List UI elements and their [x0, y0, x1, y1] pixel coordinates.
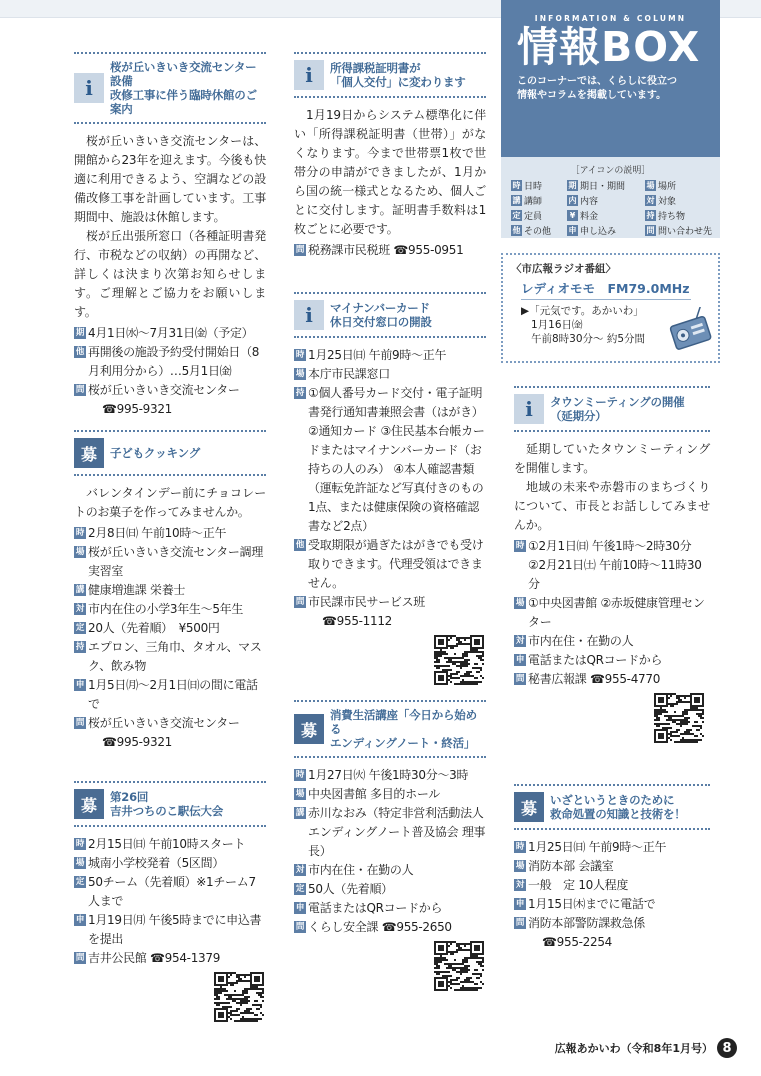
detail-icon: 期 [75, 328, 85, 338]
info-box-desc-line2: 情報やコラムを掲載しています。 [517, 90, 667, 101]
detail-text [88, 619, 266, 638]
article-mynumber-holiday [294, 292, 486, 685]
recruit-badge-icon: 募 [74, 789, 104, 819]
detail-value: くらし安全課 ☎955-2650 [308, 920, 452, 934]
qr-code-icon[interactable] [434, 941, 484, 991]
detail-icon: 定 [295, 884, 305, 894]
detail-text [528, 876, 710, 895]
detail-text [528, 651, 710, 670]
legend-item [511, 179, 567, 192]
detail-text [88, 676, 266, 714]
article-title [110, 790, 223, 818]
detail-value: 中央図書館 多目的ホール [308, 787, 440, 801]
detail-value: 桜が丘いきいき交流センター [88, 716, 240, 730]
detail-icon: 場 [295, 789, 305, 799]
article-title [110, 60, 266, 116]
detail-text [308, 918, 486, 937]
legend-label: 期日・期間 [580, 182, 626, 192]
article-title-line: 吉井つちのこ駅伝大会 [110, 804, 223, 818]
article-first-aid [514, 784, 710, 952]
detail-value: 電話またはQRコードから [528, 653, 663, 667]
article-details [294, 766, 486, 937]
detail-row [514, 651, 710, 670]
article-body [294, 766, 486, 991]
article-town-meeting [514, 386, 710, 743]
detail-value: 2月15日㈰ 午前10時スタート [88, 837, 246, 851]
legend-item [511, 224, 567, 237]
radio-program-name: ▶「元気です。あかいわ」 [521, 305, 644, 317]
article-title-line: 救命処置の知識と技術を！ [550, 807, 686, 821]
article-body [294, 106, 486, 260]
detail-row [294, 918, 486, 937]
article-paragraph: 地域の未来や赤磐市のまちづくりについて、市長とお話ししてみませんか。 [514, 480, 710, 532]
detail-text [88, 911, 266, 949]
legend-item [645, 209, 705, 222]
detail-row [294, 384, 486, 536]
radio-date: 1月16日㈮ [531, 319, 583, 331]
radio-underline [521, 299, 691, 300]
detail-value: 消防本部警防課救急係 [528, 916, 646, 930]
detail-value: 一般 定 10人程度 [528, 878, 629, 892]
article-details [74, 324, 266, 419]
info-icon: i [294, 60, 324, 90]
radio-station: レディオモモ FM79.0MHz [521, 281, 690, 296]
detail-row [294, 785, 486, 804]
detail-value: 秘書広報課 ☎955-4770 [528, 672, 661, 686]
detail-row [74, 543, 266, 581]
detail-icon: 申 [515, 655, 525, 665]
detail-row [74, 619, 266, 638]
article-body [74, 132, 266, 419]
legend-label: 問い合わせ先 [658, 227, 713, 237]
detail-icon: 対 [75, 604, 85, 614]
article-details [74, 835, 266, 968]
detail-value: 市内在住・在勤の人 [528, 634, 634, 648]
detail-icon: 講 [75, 585, 85, 595]
legend-icon: 定 [512, 210, 521, 220]
detail-value: 1月15日㈭までに電話で [528, 897, 656, 911]
detail-row [294, 593, 486, 631]
detail-row [294, 880, 486, 899]
detail-text [88, 873, 266, 911]
article-header [74, 52, 266, 124]
detail-value: 1月27日㈫ 午後1時30分～3時 [308, 768, 469, 782]
detail-icon: 時 [295, 770, 305, 780]
detail-row [74, 949, 266, 968]
detail-row [74, 676, 266, 714]
detail-row [294, 899, 486, 918]
legend-item [645, 179, 705, 192]
article-title-line: いざというときのために [550, 793, 675, 807]
detail-icon: 持 [295, 388, 305, 398]
detail-row [74, 581, 266, 600]
detail-text [308, 766, 486, 785]
legend-item [645, 194, 705, 207]
article-tsuchinoko-ekiden [74, 781, 266, 1022]
article-paragraph: バレンタインデー前にチョコレートのお菓子を作ってみませんか。 [74, 486, 266, 519]
detail-row [74, 324, 266, 343]
article-paragraph: 桜が丘出張所窓口（各種証明書発行、市税などの収納）の再開など、詳しくは決まり次第お知らせします。ご理解とご協力をお願いします。 [74, 229, 266, 319]
detail-row [74, 873, 266, 911]
detail-text [308, 593, 486, 631]
detail-text [528, 632, 710, 651]
detail-icon: 定 [75, 877, 85, 887]
legend-label: 定員 [524, 212, 543, 222]
article-sakuragaoka-closure [74, 52, 266, 419]
detail-text [528, 537, 710, 594]
info-icon: i [294, 300, 324, 330]
article-body [294, 346, 486, 685]
article-title [110, 446, 200, 460]
detail-icon: 問 [515, 674, 525, 684]
legend-label: 申し込み [580, 227, 617, 237]
legend-item [567, 194, 645, 207]
phone-number[interactable]: ☎955-2254 [542, 935, 613, 949]
detail-icon: 定 [75, 623, 85, 633]
article-details [514, 838, 710, 952]
article-title-line: 所得課税証明書が [330, 61, 421, 75]
detail-icon: 他 [295, 540, 305, 550]
article-title-line: エンディングノート・終活」 [330, 736, 476, 750]
article-body [74, 484, 266, 752]
detail-icon: 時 [295, 350, 305, 360]
detail-icon: 申 [75, 915, 85, 925]
detail-icon: 対 [295, 865, 305, 875]
detail-value: 1月19日㈪ 午後5時までに申込書を提出 [88, 913, 262, 946]
article-consumer-seminar [294, 700, 486, 991]
detail-value: 再開後の施設予約受付開始日（8月利用分から）…5月1日㈮ [88, 345, 260, 378]
qr-code-icon[interactable] [434, 635, 484, 685]
article-kids-cooking [74, 430, 266, 752]
info-box-banner [501, 0, 720, 157]
legend-label: 対象 [658, 197, 677, 207]
detail-text [308, 899, 486, 918]
detail-value: 市内在住の小学3年生～5年生 [88, 602, 244, 616]
detail-text [528, 594, 710, 632]
article-title [330, 301, 432, 329]
article-header [74, 781, 266, 827]
detail-text [88, 835, 266, 854]
detail-row [74, 911, 266, 949]
detail-text [88, 854, 266, 873]
article-title-line: タウンミーティングの開催 [550, 395, 685, 409]
article-title-line: 改修工事に伴う臨時休館のご案内 [110, 88, 257, 116]
detail-row [514, 838, 710, 857]
detail-icon: 問 [295, 245, 305, 255]
legend-icon: 持 [646, 210, 655, 220]
detail-icon: 申 [295, 903, 305, 913]
legend-icon: 他 [512, 225, 521, 235]
page-number: 8 [717, 1038, 737, 1058]
detail-text [308, 346, 486, 365]
detail-text [528, 895, 710, 914]
legend-icon: 対 [646, 195, 655, 205]
detail-row [74, 524, 266, 543]
article-details [74, 524, 266, 752]
detail-text [88, 543, 266, 581]
radio-time: 午前8時30分～ 約5分間 [531, 333, 646, 345]
detail-row [74, 600, 266, 619]
legend-item [645, 224, 713, 237]
article-title-line: 消費生活講座「今日から始める [330, 708, 477, 736]
legend-item [511, 194, 567, 207]
detail-value: 吉井公民館 ☎954-1379 [88, 951, 221, 965]
detail-text [88, 638, 266, 676]
detail-value: 50人（先着順） [308, 882, 393, 896]
detail-row [294, 365, 486, 384]
detail-icon: 場 [515, 598, 525, 608]
legend-icon: 時 [512, 180, 521, 190]
legend-icon: 場 [646, 180, 655, 190]
detail-icon: 時 [515, 541, 525, 551]
detail-row [74, 638, 266, 676]
detail-icon: 問 [75, 718, 85, 728]
legend-label: 講師 [524, 197, 543, 207]
legend-label: 持ち物 [658, 212, 686, 222]
detail-icon: 問 [295, 597, 305, 607]
article-header [514, 386, 710, 432]
detail-text [88, 524, 266, 543]
recruit-badge-icon: 募 [74, 438, 104, 468]
article-title-line: 子どもクッキング [110, 446, 201, 460]
detail-text [308, 861, 486, 880]
article-body [514, 838, 710, 952]
detail-value: 赤川なおみ（特定非営利活動法人 エンディングノート普及協会 理事長） [308, 806, 486, 858]
detail-row [514, 895, 710, 914]
article-title-line: 第26回 [110, 790, 149, 804]
legend-label: 日時 [524, 182, 543, 192]
detail-value: 20人（先着順） ¥500円 [88, 621, 220, 635]
detail-text [308, 365, 486, 384]
detail-row [74, 835, 266, 854]
detail-value: エプロン、三角巾、タオル、マスク、飲み物 [88, 640, 262, 673]
detail-text [308, 785, 486, 804]
detail-value: 電話またはQRコードから [308, 901, 443, 915]
article-header [514, 784, 710, 830]
detail-row [294, 536, 486, 593]
article-details [514, 537, 710, 689]
detail-row [294, 766, 486, 785]
detail-row [514, 670, 710, 689]
detail-text [88, 581, 266, 600]
detail-value: ①2月1日㈰ 午後1時～2時30分 ②2月21日㈯ 午前10時～11時30分 [528, 539, 702, 591]
detail-row [514, 537, 710, 594]
detail-icon: 申 [75, 680, 85, 690]
article-title-line: （延期分） [550, 409, 607, 423]
phone-number[interactable]: ☎995-9321 [102, 735, 173, 749]
article-title [330, 61, 466, 89]
detail-icon: 問 [75, 953, 85, 963]
detail-text [88, 714, 266, 752]
detail-value: 本庁市民課窓口 [308, 367, 390, 381]
detail-row [514, 876, 710, 895]
detail-value: 桜が丘いきいき交流センター [88, 383, 240, 397]
detail-row [294, 861, 486, 880]
legend-icon: 申 [568, 225, 577, 235]
detail-icon: 場 [75, 858, 85, 868]
article-title [550, 793, 686, 821]
article-header [74, 430, 266, 476]
info-icon: i [514, 394, 544, 424]
article-title-line: 桜が丘いきいき交流センター設備 [110, 60, 257, 88]
detail-row [294, 241, 486, 260]
detail-text [308, 880, 486, 899]
detail-value: ①中央図書館 ②赤坂健康管理センター [528, 596, 705, 629]
detail-value: 市内在住・在勤の人 [308, 863, 414, 877]
legend-item [567, 179, 645, 192]
legend-icon: 内 [568, 195, 577, 205]
detail-row [74, 343, 266, 381]
detail-text [308, 241, 486, 260]
detail-icon: 問 [75, 385, 85, 395]
detail-icon: 対 [515, 880, 525, 890]
detail-value: 50チーム（先着順）※1チーム7人まで [88, 875, 256, 908]
article-body [514, 440, 710, 743]
legend-icon: 期 [568, 180, 577, 190]
article-body [74, 835, 266, 1022]
detail-text [88, 381, 266, 419]
legend-icon: 講 [512, 195, 521, 205]
info-box-desc-line1: このコーナーでは、くらしに役立つ [517, 76, 677, 87]
detail-icon: 時 [515, 842, 525, 852]
legend-label: 内容 [580, 197, 599, 207]
detail-text [308, 536, 486, 593]
recruit-badge-icon: 募 [294, 714, 324, 744]
article-details [294, 241, 486, 260]
detail-value: 1月25日㈰ 午前9時～正午 [308, 348, 447, 362]
article-title-line: 「個人交付」に変わります [330, 75, 466, 89]
icon-legend [501, 157, 720, 238]
detail-icon: 問 [295, 922, 305, 932]
article-paragraph: 延期していたタウンミーティングを開催します。 [514, 442, 710, 475]
detail-row [514, 594, 710, 632]
detail-value: ①個人番号カード交付・電子証明書発行通知書兼照会書（はがき） ②通知カード ③住民基本台帳カードまたはマイナンバーカード（お持ちの人のみ） ④本人確認書類（運転免許証など写真付きのもの1点、または健康保険の資格確認書など2点） [308, 386, 485, 533]
detail-text [528, 857, 710, 876]
detail-icon: 講 [295, 808, 305, 818]
legend-icon: 問 [646, 225, 655, 235]
article-title [330, 708, 486, 750]
article-header [294, 52, 486, 98]
legend-item [567, 209, 645, 222]
info-box-description [517, 75, 704, 103]
detail-value: 消防本部 会議室 [528, 859, 614, 873]
info-box-header [501, 0, 720, 238]
phone-number[interactable]: ☎955-1112 [322, 614, 393, 628]
radio-program-box [501, 253, 720, 363]
detail-text [88, 343, 266, 381]
icon-legend-title: ［アイコンの説明］ [570, 166, 651, 176]
detail-value: 4月1日㈬～7月31日㈮（予定） [88, 326, 254, 340]
detail-icon: 時 [75, 528, 85, 538]
detail-value: 桜が丘いきいき交流センター調理実習室 [88, 545, 264, 578]
detail-value: 2月8日㈰ 午前10時～正午 [88, 526, 227, 540]
detail-icon: 場 [295, 369, 305, 379]
phone-number[interactable]: ☎995-9321 [102, 402, 173, 416]
detail-value: 健康増進課 栄養士 [88, 583, 186, 597]
detail-icon: 場 [515, 861, 525, 871]
detail-icon: 場 [75, 547, 85, 557]
detail-value: 税務課市民税班 ☎955-0951 [308, 243, 464, 257]
article-header [294, 700, 486, 758]
article-title [550, 395, 684, 423]
radio-icon [666, 307, 714, 351]
detail-text [528, 838, 710, 857]
article-title-line: 休日交付窓口の開設 [330, 315, 432, 329]
info-icon: i [74, 73, 104, 103]
detail-value: 1月5日㈪～2月1日㈰の間に電話で [88, 678, 258, 711]
detail-text [88, 949, 266, 968]
detail-icon: 対 [515, 636, 525, 646]
legend-label: 料金 [580, 212, 599, 222]
radio-title: 〈市広報ラジオ番組〉 [511, 263, 616, 275]
detail-text [528, 670, 710, 689]
qr-code-icon[interactable] [654, 693, 704, 743]
publication-name: 広報あかいわ（令和8年1月号） [554, 1042, 713, 1055]
detail-text [308, 804, 486, 861]
detail-row [294, 346, 486, 365]
detail-value: 市民課市民サービス班 [308, 595, 426, 609]
legend-icon: ¥ [567, 210, 578, 221]
article-paragraph: 桜が丘いきいき交流センターは、開館から23年を迎えます。今後も快適に利用できるよう、空調などの設備改修工事を計画しています。工事期間中、施設は休館します。 [74, 134, 266, 224]
detail-value: 城南小学校発着（5区間） [88, 856, 225, 870]
detail-row [294, 804, 486, 861]
detail-row [74, 714, 266, 752]
qr-code-icon[interactable] [214, 972, 264, 1022]
info-box-title: 情報BOX [517, 23, 701, 71]
recruit-badge-icon: 募 [514, 792, 544, 822]
article-header [294, 292, 486, 338]
legend-label: 場所 [658, 182, 677, 192]
detail-text [88, 324, 266, 343]
page-footer [555, 1038, 737, 1058]
detail-row [514, 857, 710, 876]
detail-icon: 持 [75, 642, 85, 652]
detail-icon: 時 [75, 839, 85, 849]
detail-icon: 他 [75, 347, 85, 357]
detail-value: 受取期限が過ぎたはがきでも受け取りできます。代理受領はできません。 [308, 538, 484, 590]
legend-item [511, 209, 567, 222]
detail-text [88, 600, 266, 619]
detail-row [514, 914, 710, 952]
article-tax-certificate [294, 52, 486, 260]
detail-icon: 申 [515, 899, 525, 909]
detail-row [514, 632, 710, 651]
detail-text [528, 914, 710, 952]
legend-item [567, 224, 645, 237]
article-details [294, 346, 486, 631]
detail-text [308, 384, 486, 536]
detail-row [74, 381, 266, 419]
detail-value: 1月25日㈰ 午前9時～正午 [528, 840, 667, 854]
detail-icon: 問 [515, 918, 525, 928]
article-title-line: マイナンバーカード [330, 301, 430, 315]
info-box-kicker: INFORMATION & COLUMN [534, 14, 687, 23]
icon-legend-grid [511, 179, 713, 237]
article-paragraph: 1月19日からシステム標準化に伴い「所得課税証明書（世帯）」がなくなります。今まで世帯票1枚で世帯分の申請ができましたが、1月から国の統一様式となるため、個人ごとに交付します。証明書手数料は1枚ごとに必要です。 [294, 108, 486, 236]
legend-label: その他 [524, 227, 552, 237]
detail-row [74, 854, 266, 873]
